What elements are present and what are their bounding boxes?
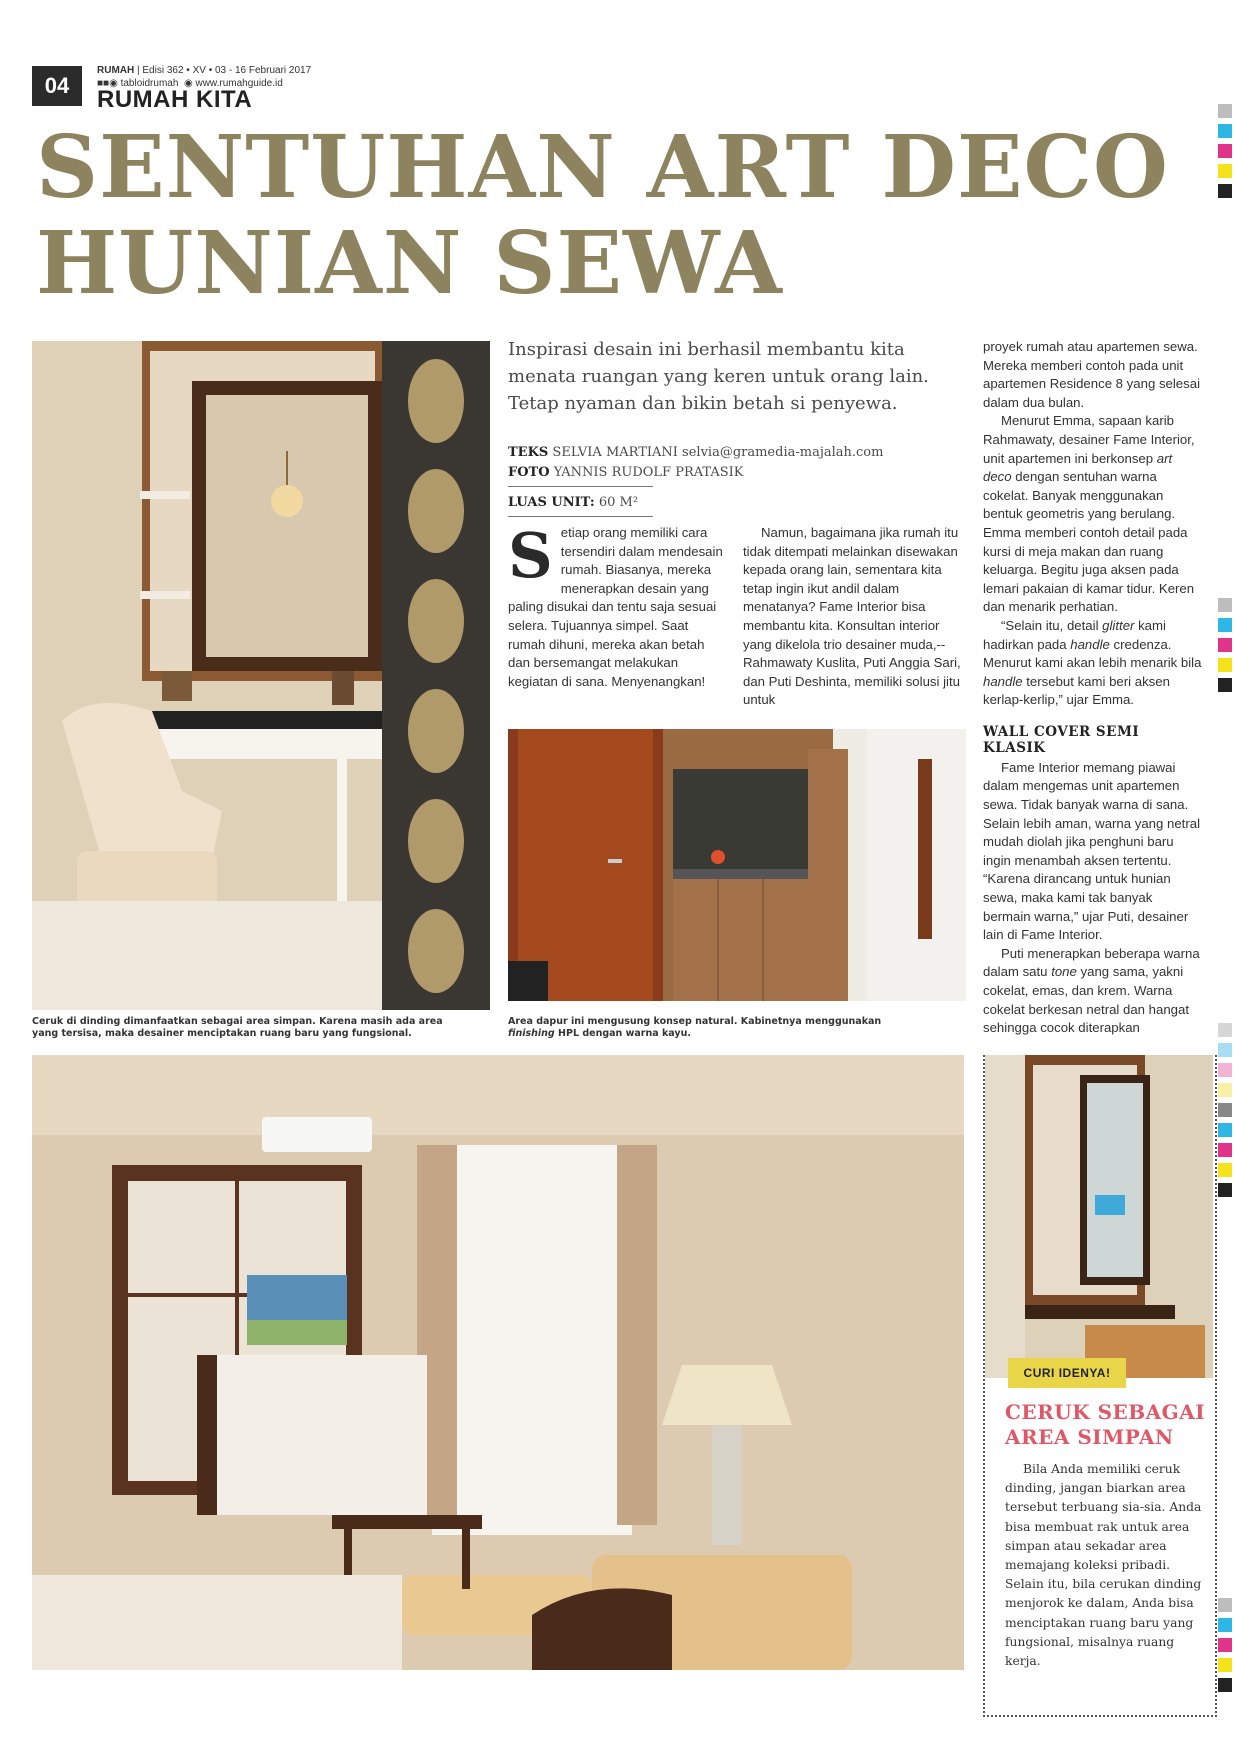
text-emphasis: handle bbox=[983, 673, 1023, 689]
body-col3-p5 bbox=[983, 945, 1203, 1038]
caption-photo-1: Ceruk di dinding dimanfaatkan sebagai area simpan. Karena masih ada area yang tersisa, maka desainer menciptakan ruang baru yang fungsional. bbox=[32, 1016, 443, 1039]
unit-area bbox=[508, 493, 953, 513]
curi-idenya-badge: CURI IDENYA! bbox=[1008, 1358, 1126, 1388]
body-col2-text: Namun, bagaimana jika rumah itu tidak ditempati melainkan disewakan kepada orang lain, sementara kita tetap ingin ikut andil dalam menatanya? Fame Interior bisa membantu kita. Konsultan interior yang dikelola trio desainer muda,--Rahmawaty Kuslita, Puti Anggia Sari, dan Puti Deshinta, memiliki solusi jitu untuk bbox=[743, 525, 961, 708]
photo-kitchen bbox=[508, 729, 966, 1001]
section-title: RUMAH KITA bbox=[97, 86, 253, 113]
reg-cyan bbox=[1218, 1618, 1232, 1632]
text-run: Menurut Emma, sapaan karib Rahmawaty, desainer Fame Interior, unit apartemen ini berkonsep bbox=[983, 413, 1195, 466]
caption-photo-2-a: Area dapur ini mengusung konsep natural. Kabinetnya menggunakan bbox=[508, 1016, 882, 1027]
body-col3-p4: Fame Interior memang piawai dalam mengemas unit apartemen sewa. Tidak banyak warna di sana. Selain lebih aman, warna yang netral mudah diolah jika penghuni baru ingin menambah aksen tertentu. “Karena dirancang untuk hunian sewa, maka kami tak banyak bermain warna,” ujar Puti, desainer lain di Fame Interior. bbox=[983, 759, 1200, 943]
text-run: credenza. Menurut kami akan lebih menarik bila bbox=[983, 636, 1202, 671]
text-run: “Selain itu, detail bbox=[1001, 617, 1103, 633]
body-column-1 bbox=[508, 519, 726, 691]
reg-black bbox=[1218, 678, 1232, 692]
edition-info: | Edisi 362 • XV • 03 - 16 Februari 2017 bbox=[137, 65, 312, 76]
reg-gray bbox=[1218, 104, 1232, 118]
reg-yellow bbox=[1218, 658, 1232, 672]
reg-yellow bbox=[1218, 1658, 1232, 1672]
reg-gray bbox=[1218, 1023, 1232, 1037]
reg-yellow bbox=[1218, 164, 1232, 178]
caption-photo-2-em: finishing bbox=[508, 1028, 555, 1039]
credits bbox=[508, 443, 953, 483]
page-number: 04 bbox=[32, 66, 82, 106]
text-run: kami hadirkan pada bbox=[983, 617, 1166, 652]
sidebar-body: Bila Anda memiliki ceruk dinding, jangan biarkan area tersebut terbuang sia-sia. Anda bisa membuat rak untuk area simpan atau sekadar area memajang koleksi pribadi. Selain itu, bila cerukan dinding menjorok ke dalam, Anda bisa menciptakan ruang baru yang fungsional, misalnya ruang kerja. bbox=[1005, 1462, 1202, 1669]
area-divider bbox=[508, 516, 653, 517]
reg-yellow bbox=[1218, 1163, 1232, 1177]
photo-living-room bbox=[32, 1055, 964, 1670]
body-column-3 bbox=[983, 338, 1203, 1038]
photo-vanity-niche bbox=[32, 341, 490, 1010]
drop-cap: S bbox=[508, 519, 553, 592]
area-label: LUAS UNIT: bbox=[508, 495, 595, 510]
credit-text-label: TEKS bbox=[508, 445, 549, 460]
reg-cyan bbox=[1218, 1123, 1232, 1137]
area-value: 60 M² bbox=[598, 495, 639, 510]
text-run: yang sama, yakni cokelat, emas, dan krem. Warna cokelat berkesan netral dan hangat sehingga cocok diterapkan bbox=[983, 964, 1190, 1036]
body-column-2 bbox=[743, 524, 961, 710]
credit-text-value: SELVIA MARTIANI selvia@gramedia-majalah.com bbox=[552, 445, 884, 460]
text-emphasis: tone bbox=[1051, 964, 1077, 980]
text-emphasis: glitter bbox=[1102, 617, 1135, 633]
text-run: tersebut kami beri aksen kerlap-kerlip,” ujar Emma. bbox=[983, 673, 1170, 708]
reg-cyan bbox=[1218, 1043, 1232, 1057]
credit-photo-value: YANNIS RUDOLF PRATASIK bbox=[553, 465, 744, 480]
body-col1-text: etiap orang memiliki cara tersendiri dalam mendesain rumah. Biasanya, mereka menerapkan desain yang paling disukai dan tentu saja sesuai selera. Tujuannya simpel. Saat rumah dihuni, mereka akan betah dan bersemangat melakukan kegiatan di sana. Menyenangkan! bbox=[508, 525, 723, 689]
reg-magenta bbox=[1218, 638, 1232, 652]
caption-photo-2-b: HPL dengan warna kayu. bbox=[554, 1028, 691, 1039]
reg-magenta bbox=[1218, 1063, 1232, 1077]
text-run: Puti menerapkan beberapa warna dalam satu bbox=[983, 945, 1200, 980]
sidebar-title: CERUK SEBAGAI AREA SIMPAN bbox=[1005, 1400, 1206, 1449]
social-handle: tabloidrumah bbox=[120, 78, 179, 89]
reg-cyan bbox=[1218, 124, 1232, 138]
body-col3-p1: proyek rumah atau apartemen sewa. Mereka memberi contoh pada unit apartemen Residence 8 yang selesai dalam dua bulan. bbox=[983, 339, 1200, 410]
headline-line-1: SENTUHAN ART DECO bbox=[36, 117, 1169, 218]
lead-paragraph: Inspirasi desain ini berhasil membantu kita menata ruangan yang keren untuk orang lain. Tetap nyaman dan bikin betah si penyewa. bbox=[508, 339, 929, 414]
reg-yellow bbox=[1218, 1083, 1232, 1097]
caption-photo-2 bbox=[508, 1016, 888, 1040]
reg-gray-dark bbox=[1218, 1103, 1232, 1117]
reg-black bbox=[1218, 1678, 1232, 1692]
reg-black bbox=[1218, 1183, 1232, 1197]
credit-photo-label: FOTO bbox=[508, 465, 550, 480]
reg-magenta bbox=[1218, 1143, 1232, 1157]
photo-sidebar-niche bbox=[985, 1055, 1213, 1378]
social-icons: ■■◉ bbox=[97, 78, 118, 89]
website: www.rumahguide.id bbox=[195, 78, 283, 89]
web-icon: ◉ bbox=[183, 78, 193, 89]
reg-black bbox=[1218, 184, 1232, 198]
publication-name: RUMAH bbox=[97, 65, 135, 76]
headline bbox=[36, 117, 1226, 314]
credits-divider bbox=[508, 486, 653, 487]
text-emphasis: art deco bbox=[983, 450, 1173, 485]
body-col3-p2 bbox=[983, 412, 1203, 617]
reg-gray bbox=[1218, 1598, 1232, 1612]
body-col3-p3 bbox=[983, 617, 1203, 710]
headline-line-2: HUNIAN SEWA bbox=[36, 213, 783, 314]
reg-magenta bbox=[1218, 144, 1232, 158]
reg-magenta bbox=[1218, 1638, 1232, 1652]
reg-gray bbox=[1218, 598, 1232, 612]
reg-cyan bbox=[1218, 618, 1232, 632]
subhead-wall-cover: WALL COVER SEMI KLASIK bbox=[983, 723, 1140, 756]
text-emphasis: handle bbox=[1070, 636, 1110, 652]
text-run: dengan sentuhan warna cokelat. Banyak menggunakan bentuk geometris yang berulang. Emma memberi contoh detail pada kursi di meja makan dan ruang keluarga. Begitu juga aksen pada lemari pakaian di kamar tidur. Keren dan menarik perhatian. bbox=[983, 469, 1195, 615]
